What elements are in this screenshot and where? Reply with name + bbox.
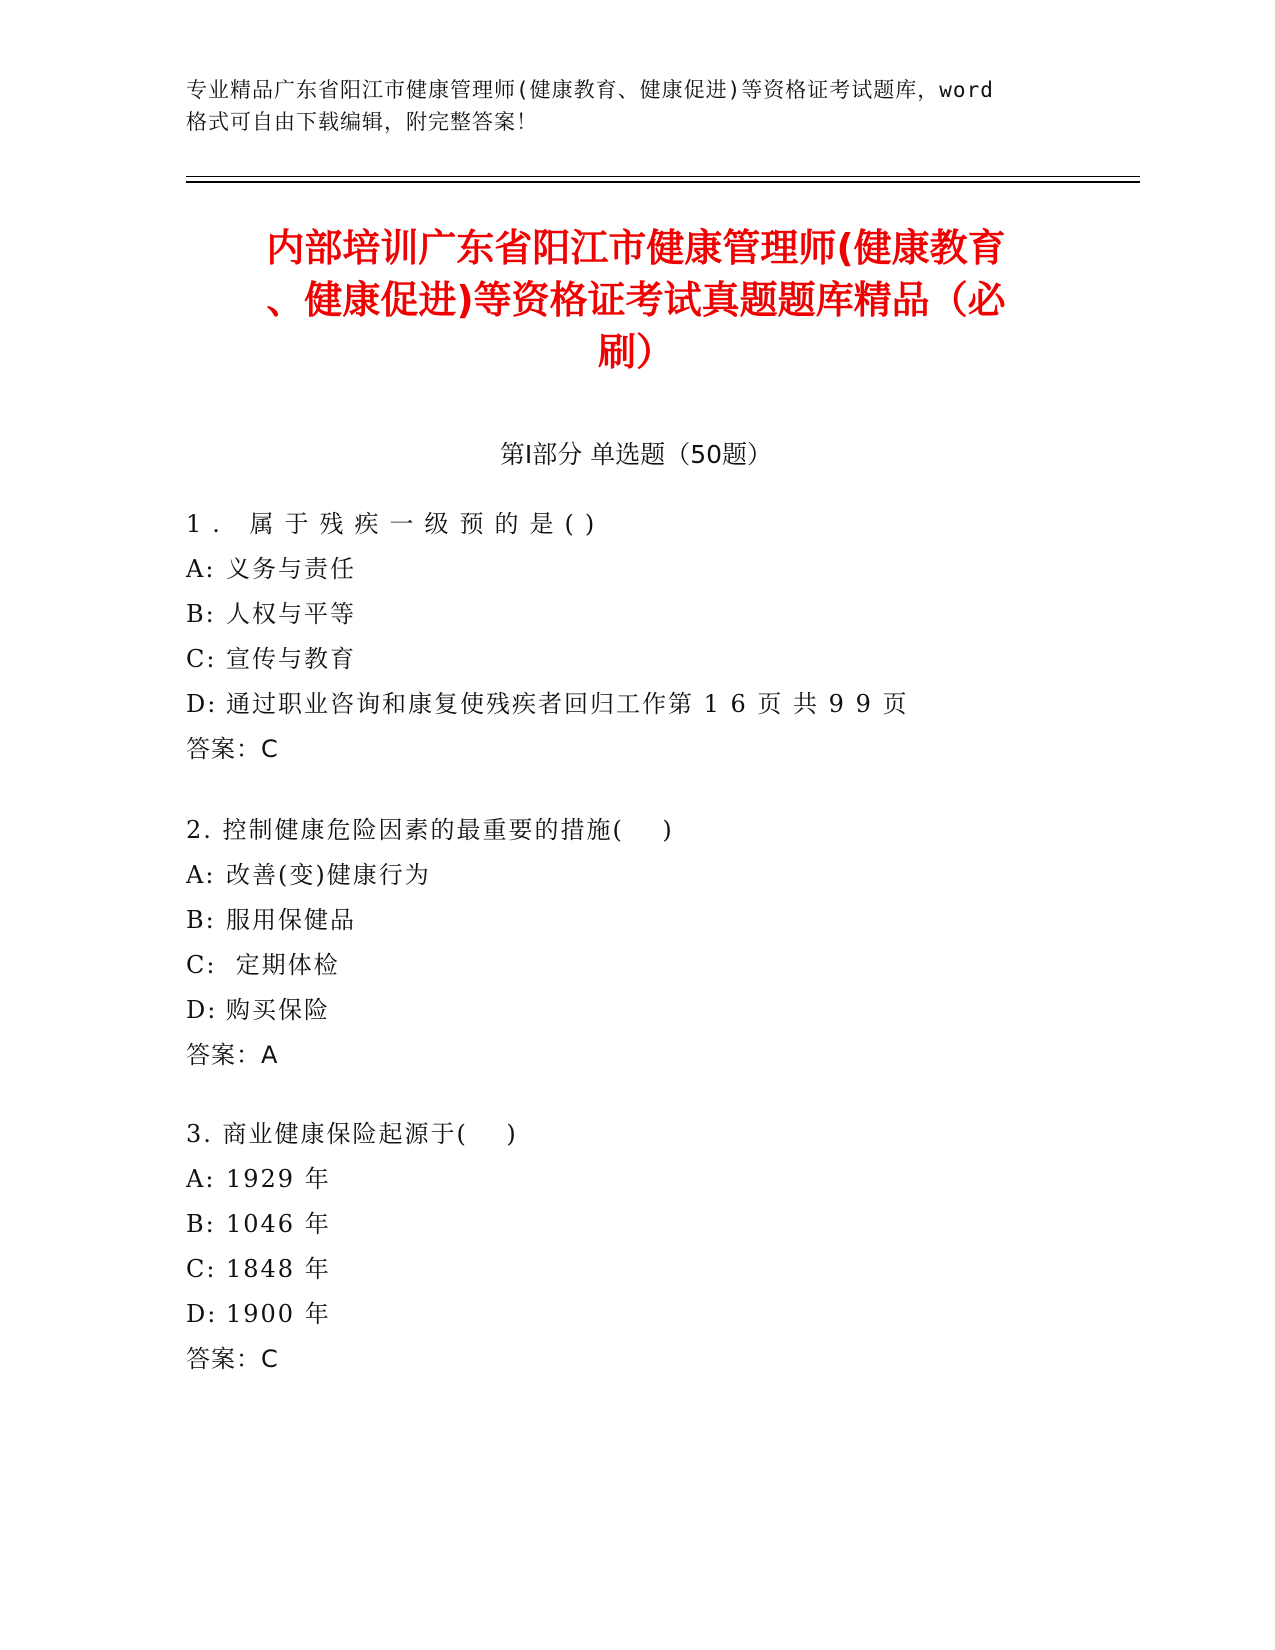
answer: 答案：A (186, 1041, 279, 1069)
option-c (186, 1247, 1086, 1292)
question-stem: 3. 商业健康保险起源于( ) (186, 1120, 518, 1148)
header-line-2: 格式可自由下载编辑，附完整答案！ (186, 110, 538, 134)
option-b (186, 592, 1086, 637)
title-line-1: 内部培训广东省阳江市健康管理师(健康教育 (266, 226, 1006, 270)
option-label: D: (186, 1300, 218, 1328)
header-rule-thick (186, 181, 1140, 183)
option-text: 服用保健品 (226, 906, 356, 934)
question-2 (186, 808, 1086, 1078)
option-d (186, 1292, 1086, 1337)
option-c (186, 637, 1086, 682)
option-label: C: (186, 1255, 217, 1283)
option-b (186, 1202, 1086, 1247)
option-label: C: (186, 645, 217, 673)
option-text: 宣传与教育 (226, 645, 356, 673)
option-b (186, 898, 1086, 943)
option-a (186, 1157, 1086, 1202)
option-a (186, 547, 1086, 592)
answer: 答案：C (186, 1345, 279, 1373)
option-text: 1848 年 (226, 1255, 331, 1283)
option-text: 购买保险 (226, 996, 330, 1024)
option-label: A: (186, 1165, 216, 1193)
question-stem: 1. 属于残疾一级预的是() (186, 510, 606, 538)
option-label: B: (186, 1210, 216, 1238)
option-d (186, 988, 1086, 1033)
question-stem: 2. 控制健康危险因素的最重要的措施( ) (186, 816, 674, 844)
option-text: 改善(变)健康行为 (226, 861, 431, 889)
option-text: 定期体检 (226, 951, 340, 979)
option-label: B: (186, 906, 216, 934)
option-c (186, 943, 1086, 988)
option-a (186, 853, 1086, 898)
option-label: D: (186, 690, 218, 718)
option-text: 通过职业咨询和康复使残疾者回归工作第 1 6 页 共 9 9 页 (226, 690, 909, 718)
document-title (186, 222, 1086, 378)
header-line-1: 专业精品广东省阳江市健康管理师(健康教育、健康促进)等资格证考试题库，word (186, 78, 994, 102)
title-line-3: 刷） (597, 330, 674, 374)
answer: 答案：C (186, 735, 279, 763)
title-line-2: 、健康促进)等资格证考试真题题库精品（必 (266, 278, 1006, 322)
option-label: A: (186, 555, 216, 583)
option-label: A: (186, 861, 216, 889)
question-1 (186, 502, 1086, 772)
section-heading: 第Ⅰ部分 单选题（50题） (499, 440, 773, 469)
header-rule-thin (186, 176, 1140, 177)
option-text: 1046 年 (226, 1210, 331, 1238)
option-text: 义务与责任 (226, 555, 356, 583)
header-note (186, 74, 1086, 138)
question-3 (186, 1112, 1086, 1382)
option-label: D: (186, 996, 218, 1024)
option-label: C: (186, 951, 217, 979)
option-label: B: (186, 600, 216, 628)
option-d (186, 682, 1086, 727)
option-text: 1929 年 (226, 1165, 331, 1193)
option-text: 1900 年 (226, 1300, 331, 1328)
option-text: 人权与平等 (226, 600, 356, 628)
